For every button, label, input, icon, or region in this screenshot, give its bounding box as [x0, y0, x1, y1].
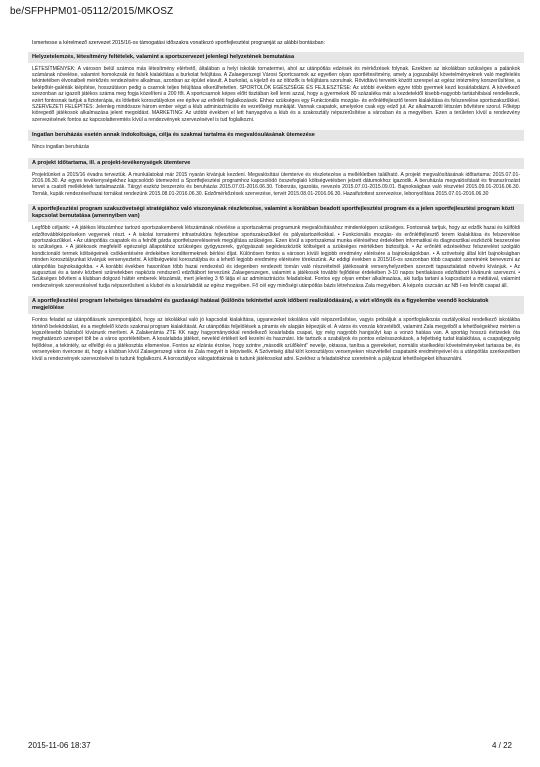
- section-body: Fontos feladat az utánpótlásunk szempontjából, hogy az iskolákkal való jó kapcsolat kialakítása, ugyanezeket iskolákra való népszerűsítése, vagyis próbáljuk a sportfoglalkozás osztályokkal rendelkező iskolákba történő belekódolást, és a megfelelő közös szakmai program kialakítását. Az utánpótlás feljelölések a piramis elv alapján képezjük el. A város és vonzás körzetéből, valamint Zala megyéből a lehetőségekhez mérten a legszélesebb bázisból kívánunk meríteni. A Zalakerámia ZTE KK nagy hagyományokkal rendelkező kosárlabda csapat, így még nagyobb hangsúlyt kap a vonzó hatása van. A sportág hosszú évtizedek óta meghatározó szerepet tölt be a város sportéletében. A kosárlabda játékot, neveléd értékeit kell kezelni és hasznáni. Ide tartozik a szabályok és pontos edzéssszokások, a fejlettség tudat kialakítása, a csapatjegység fejlődése, a tekintély, az elfelőgi és a játékosztás elismerése. Fontos az elzárás érzése, hogy szintre „második szülőként” nevelje, oktassa, tanítsa a gyerekeket, normális viselkedési követelményeket tartassa be, és versenyeken rivercese át, hogy a klubban kívül Zalaegerszegi város és Zala megyét is képviselik. A Szövetség által kiírt korosztályos versenyeken részvétellel csapataink eredményeivel és a utánpótlás szerkezetben kívül a rendezvények szervezésével is tudunk foglalkozni. A korosztályos válogatottaknak is tudunk játékosokat adni. Ezekhez a feladatokhoz szeretnénk a pályázat lehetőségeket kihasználni.: [32, 317, 520, 362]
- section-title: A sportfejlesztési program szakszövetségi stratégiához való viszonyának részletezése, valamint a korábban beadott sportfejlesztési program és a jelen sportfejlesztési program közti kapcsolat bemutatása (amennyiben van): [28, 204, 524, 222]
- section-body: Nincs ingatlan beruházás: [32, 144, 90, 151]
- document-id: be/SFPHPM01-05112/2015/MKOSZ: [10, 6, 174, 17]
- section-schedule: [28, 158, 524, 200]
- section-situation-analysis: [28, 52, 524, 126]
- section-title: A projekt időtartama, ill. a projekt-tevékenységek ütemterve: [28, 158, 524, 169]
- document-content: [28, 40, 524, 369]
- section-title: Helyzetelemzés, létesítmény feltételek, valamint a sportszervezet jelenlegi helyzetének bemutatása: [28, 52, 524, 63]
- intro-text: Ismertesse a kérelmező szervezet 2015/16-os támogatási időszakra vonatkozó sportfejlesztési programját az alábbi bontásban:: [32, 40, 325, 46]
- page-number: 4 / 22: [491, 741, 512, 750]
- section-title: A sportfejlesztési program lehetséges társadalmi és gazdasági hatásai (különös tekintettel azok időbeni realizálódására), a várt előnyök és a figyelembe veendő kockázatok megjelölése: [28, 296, 524, 314]
- footer-timestamp: 2015-11-06 18:37: [28, 741, 91, 750]
- section-real-estate: [28, 130, 524, 152]
- section-strategy: [28, 204, 524, 291]
- section-body: Projektünket a 2015/16 évadra terveztük. A munkálatokat már 2015 nyarán kívánjuk kezdeni. Megvalósítási ütemterve és részletezése a mellékletben található. A projekt megvalósításának időtartama: 2015.07.01-2016.06.30. Az egyes tevékenységekhez kapcsolódó ütemezést a Sportfejlesztési programhoz kapcsolódó összefoglaló költségvetésben jelzett dátumokhoz igazodik. A beruházás megvalósítását és finanszírozást tervet a csatolt mellékletek tartalmazzák. Tárgyi eszköz beszerzés és beruházás 2015.07.01-2016.06.30. Toborzás, igazolás, nevezés 2015.07.01-2015.09.01. Bajnokságban való részvétel 2015.09.01-2016.06.30. Tornák, kupák rendezése/hazai tornákat rendezünk 2015.08.01-2016.06.30. Edzőmérkőzések szervezése, tervét 2015.08.01-2016.06.30. Hazaifutottest szervezése, lebonyolítása 2015.07.01-2016.06.30: [32, 171, 520, 197]
- section-body: Legfőbb céljaink: • A játékos létszámhoz tartozó sportszakemberek létszámának növelése a sportszakmai programunk megvalósításához mindenképpen szükséges. Fontosnak tartjuk, hogy az edzők hazai és külföldi edzőtovábbképzéseken vegyenek részt. • A iskolai tornatermi infrastruktúra fejlesztése sportszakszűkkel és pályatartozékokkal. • Funkcionális mozgás- és erőnlétfejlesztő terem kialakítása és felszerelése sportszakszűkkel. • Az utánpótlás csapatok és a felnőtt gárda sportfelszereléseinek megújítása szükséges. Ezen kívül a sportszakmai munka eléréséhez érdekében informatikai és diagnosztikai eszközök beszerzése is szükséges. • A játékosok megfelelő egészségi állapotához szükséges gyógyszerek, gyógyászati segédeszközök költségeit a szükséges mértékben biztosítjuk. • Az erőnléti edzésekhez felszerelést szolgáló kondicionáló termek költségeinek csökkentésére érdekében konditermeknek bérlési díjat. Különösen fontos a városon kívüli legjobb eredmény elérésére a bajnokságokban. • A szövetség által kiírt bajnokságban minden korosztályunkat kívánjuk versenyeztetni. A költségvetési korosztályba és a lehető legjobb eredmény elérésére törekszünk. Az eddigi években a 2015/16-os szezonban több csapatot szeretnénk benevezni az utánpótlás bajnokságokba. • A korábbi években hasonlóan több hazai rendezésű és idegenben rendezett tornán való részvételnél játékosaink versenyhelyzetben szerzett tapasztalatait növelni kívánjuk. • Az augusztusi és a tanév közbeni szünetekben napközis rendszerű edzőtábort tervezünk Zalaegerszegen, valamint a játékosok további fejlődése érdekében 3-10 napos bentlakásos edzőtábort kívánunk szervezni. • Szükséges bővíteni a klubban dolgozó háttér emberek létszámát, mert jelenleg 3 fő látja el az adminisztrációs feladatokat. Fontos egy olyan ember alkalmazása, aki tudja tartani a kapcsolatot a médiával, valamint rendezvények szervezésével tudja népszerűsíteni a klubot és a kosárlabdát az egész megyében. Fő cél egy minőségi utánpótlás bázis létrehozása Zala megyében. A képzés cszcsán az NB I-es felnőtt csapat áll.: [32, 225, 520, 289]
- section-body: LÉTESÍTMÉNYEK: A városon belül számos más létesítmény elérhető, általában a helyi iskolák tornatermei, ahol az utánpótlás edzések és mérkőzések folynak. Ezekben az iskolákban szükséges a palánkok számának növelése, valamint homokzsák és falsík kialakítása a burkolat felújítása. A Zalaegerszegi Városi Sportcsarnok az egyetlen olyan sportlétesítmény, amely a jogszabályi követelményeknek való megfelelés tekintetében élvonalbeli mérkőzés rendezésére alkalmas, azonban az épület elavult. A burkolat, a kijelző és az öltözők is felújításra szorulnak. Rövidtávú terveink között szerepel az egész intézmény korszerűsítése, a belépőtér-galériák kiépítése, hosszútávon pedig a csarnok teljes felújítása elkerülhetetlen. SPORTOLÓK EGÉSZSÉGE ÉS FEJLESZTÉSE: Az utóbbi években egyre több gyermek kezd kosárlabdázni. A következő szezonban az igazolt játékos száma meg fogja közelíteni a 200 főt. A sportcsarnok képes előtt tisztában kell lenni azzal, hogy a gyermekek 80 százaléka már a kezdetektől kisebb-nagyobb tartáshibával rendelkezik, ezért fontosnak tartjuk a fizioterápia, és lötlettek korosztályokon ere építve az erőnléti foglalkozások. Ehhez szükséges egy Funkcionális mozgás- és erőnlétfejlesztő terem kialakítása és felszerelése sportszakszűkkel. SZERVEZETI FELÉPÍTÉS: Jelenleg mindössze három ember végzi a klub adminisztrációs és vezetőségi munkáját. Vannak csapatok, amelyekre csak egy edző jut. Az alkalmazotti létszám bővítésre szorul. Főképp kiöregedő játékosok alkalmazása jelent megoldást. MARKETING: Az utóbbi években el lett hanyagolva a klub és a szakosztály népszerűsítése a városban és a megyében. Ezen a területen kívül a rendezvény szervezésének fontos az kapcsolatteremtés kívül a rendezvények szervezésével is tud foglalkozni.: [32, 65, 520, 123]
- section-title: Ingatlan beruházás esetén annak indokoltsága, célja és szakmai tartalma és megvalósulásának ütemezése: [28, 130, 524, 141]
- section-social-impact: [28, 296, 524, 364]
